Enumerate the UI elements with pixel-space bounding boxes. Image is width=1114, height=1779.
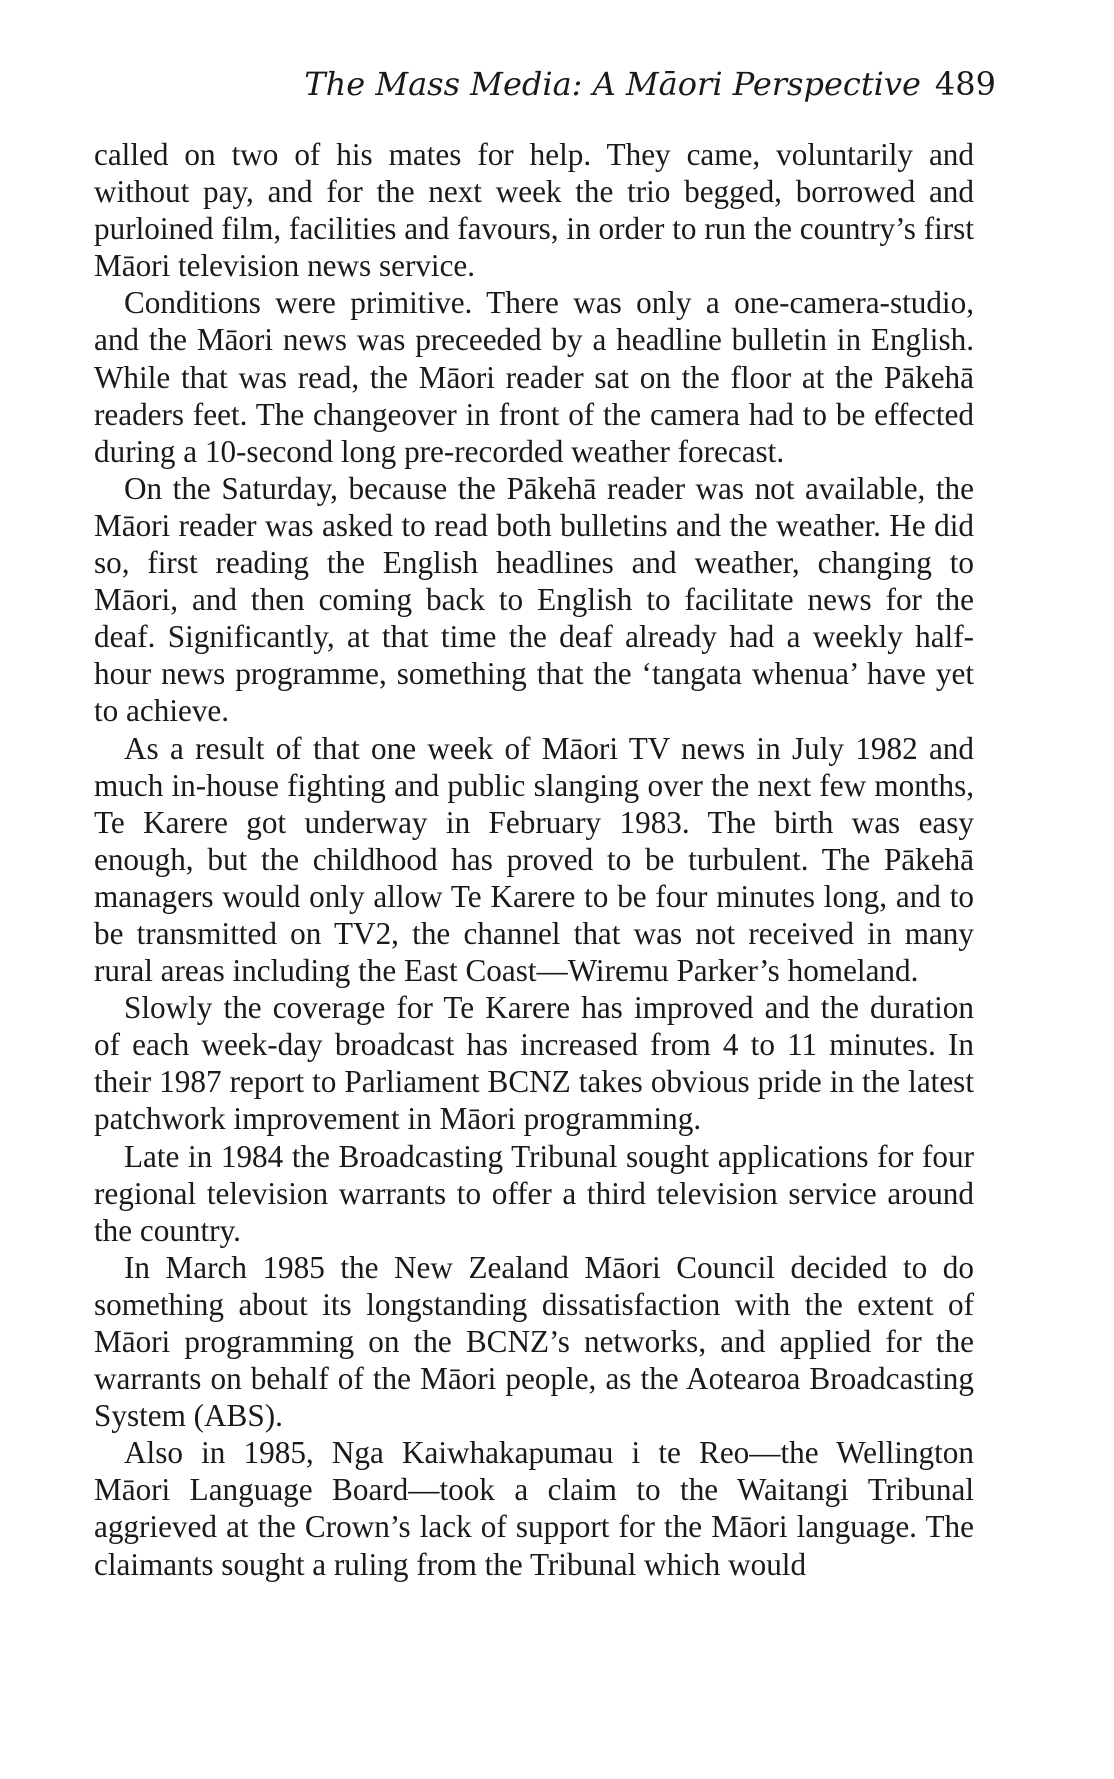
body-text xyxy=(94,136,974,1583)
running-head-title: The Mass Media: A Māori Perspective xyxy=(304,65,921,103)
paragraph: Conditions were primitive. There was only a one-camera-studio, and the Māori news was preceeded by a headline bulletin in English. While that was read, the Māori reader sat on the floor at the Pākehā readers feet. The changeover in front of the camera had to be effected during a 10-second long pre-recorded weather forecast. xyxy=(94,285,974,469)
running-head xyxy=(304,64,996,104)
paragraph: In March 1985 the New Zealand Māori Council decided to do something about its longstanding dissatisfaction with the extent of Māori programming on the BCNZ’s networks, and applied for the warrants on behalf of the Māori people, as the Aotearoa Broadcasting System (ABS). xyxy=(94,1249,974,1434)
paragraph: Slowly the coverage for Te Karere has improved and the duration of each week-day broadcast has increased from 4 to 11 minutes. In their 1987 report to Parliament BCNZ takes obvious pride in the latest patchwork improvement in Māori programming. xyxy=(94,990,974,1137)
paragraph: Late in 1984 the Broadcasting Tribunal sought applications for four regional television warrants to offer a third television service around the country. xyxy=(94,1138,974,1248)
paragraph-continued: called on two of his mates for help. They came, voluntarily and without pay, and for the next week the trio begged, borrowed and purloined film, facilities and favours, in order to run the country’s first Māori television news service. xyxy=(94,137,974,284)
page-number: 489 xyxy=(934,65,996,103)
paragraph: On the Saturday, because the Pākehā reader was not available, the Māori reader was asked to read both bulletins and the weather. He did so, first reading the English headlines and weather, changing to Māori, and then coming back to English to facilitate news for the deaf. Significantly, at that time the deaf already had a weekly half-hour news programme, something that the ‘tangata whenua’ have yet to achieve. xyxy=(94,470,974,729)
paragraph: As a result of that one week of Māori TV news in July 1982 and much in-house fighting and public slanging over the next few months, Te Karere got underway in February 1983. The birth was easy enough, but the childhood has proved to be turbulent. The Pākehā managers would only allow Te Karere to be four minutes long, and to be transmitted on TV2, the channel that was not received in many rural areas including the East Coast—Wiremu Parker’s homeland. xyxy=(94,730,974,989)
paragraph: Also in 1985, Nga Kaiwhakapumau i te Reo—the Wellington Māori Language Board—took a claim to the Waitangi Tribunal aggrieved at the Crown’s lack of support for the Māori language. The claimants sought a ruling from the Tribunal which would xyxy=(94,1435,974,1582)
